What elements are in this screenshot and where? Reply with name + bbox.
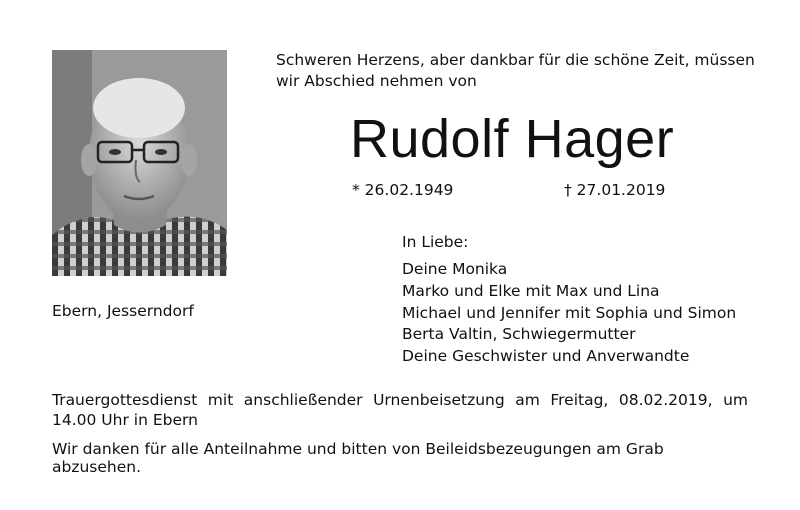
death-date: † 27.01.2019 xyxy=(564,181,666,199)
birth-date: * 26.02.1949 xyxy=(352,181,454,199)
service-line: Trauergottesdienst mit anschließender Urnenbeisetzung am Freitag, 08.02.2019, um xyxy=(52,391,748,409)
funeral-service-info xyxy=(52,390,748,430)
intro-text xyxy=(276,50,776,92)
mourner-item: Michael und Jennifer mit Sophia und Simon xyxy=(402,303,737,322)
place-of-residence: Ebern, Jesserndorf xyxy=(52,302,194,320)
thanks-text: Wir danken für alle Anteilnahme und bitten von Beileidsbezeugungen am Grab abzusehen. xyxy=(52,440,664,476)
intro-line: Schweren Herzens, aber dankbar für die schöne Zeit, müssen xyxy=(276,51,755,69)
portrait-illustration xyxy=(52,50,227,276)
mourner-item: Deine Geschwister und Anverwandte xyxy=(402,347,690,366)
intro-line: wir Abschied nehmen von xyxy=(276,72,477,90)
mourner-item: Berta Valtin, Schwiegermutter xyxy=(402,325,636,344)
service-line: 14.00 Uhr in Ebern xyxy=(52,411,198,429)
deceased-name: Rudolf Hager xyxy=(350,109,675,169)
mourner-item: Deine Monika xyxy=(402,260,508,278)
portrait-photo xyxy=(52,50,227,276)
mourners-list xyxy=(402,259,736,368)
mourners-heading: In Liebe: xyxy=(402,233,469,251)
mourner-item: Marko und Elke mit Max und Lina xyxy=(402,281,660,300)
